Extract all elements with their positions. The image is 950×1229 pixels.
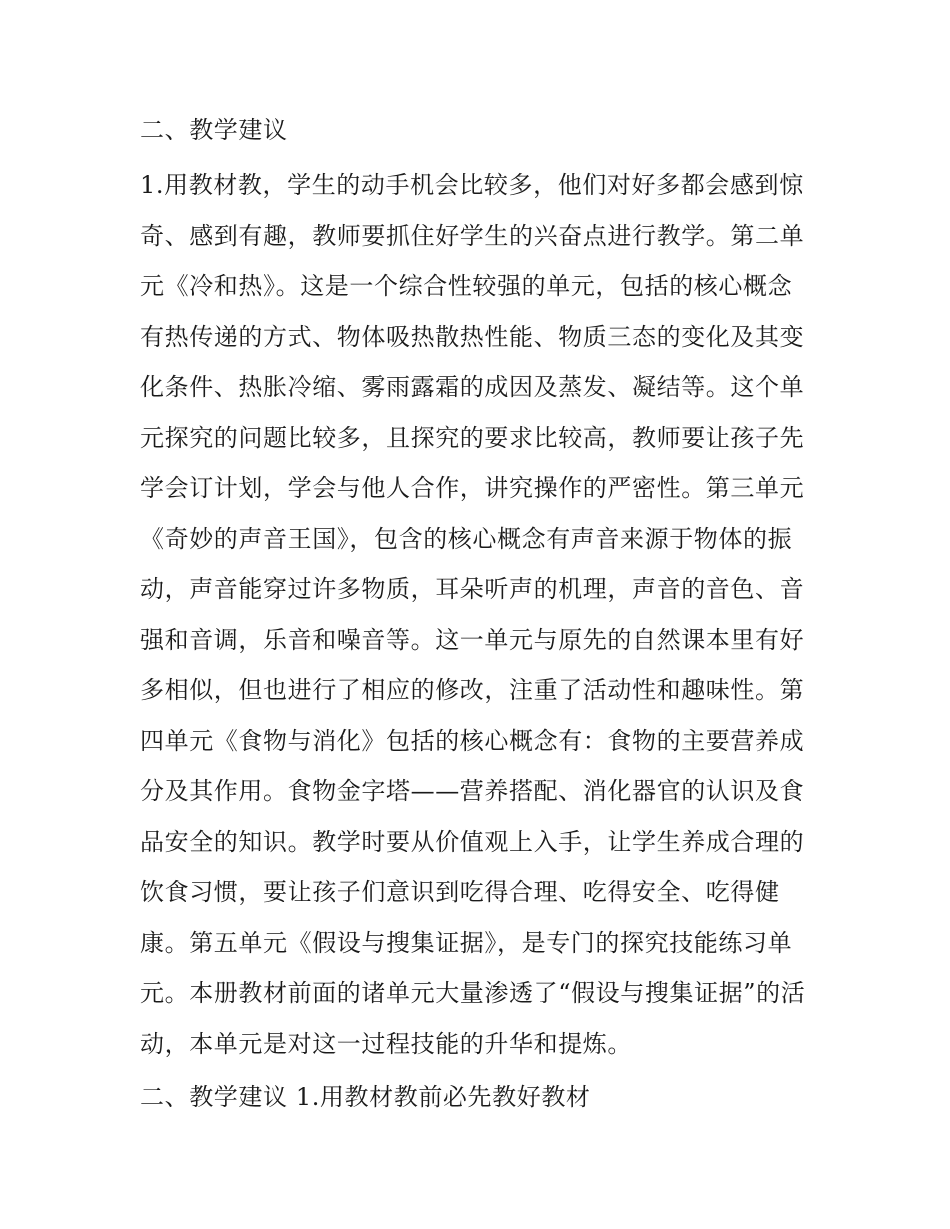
paragraph-line: 多相似，但也进行了相应的修改，注重了活动性和趣味性。第: [140, 676, 805, 704]
body-paragraph: [140, 160, 816, 1069]
paragraph-line: 分及其作用。食物金字塔——营养搭配、消化器官的认识及食: [140, 777, 805, 805]
paragraph-line: 动，声音能穿过许多物质，耳朵听声的机理，声音的音色、音: [140, 575, 805, 603]
paragraph-line: 元《冷和热》。这是一个综合性较强的单元，包括的核心概念: [140, 272, 793, 300]
paragraph-line: 化条件、热胀冷缩、雾雨露霜的成因及蒸发、凝结等。这个单: [140, 373, 805, 401]
paragraph-line: 品安全的知识。教学时要从价值观上入手，让学生养成合理的: [140, 827, 805, 856]
paragraph-line: 《奇妙的声音王国》，包含的核心概念有声音来源于物体的振: [140, 524, 793, 553]
paragraph-line: 康。第五单元《假设与搜集证据》，是专门的探究技能练习单: [140, 928, 793, 957]
paragraph-line: 元。本册教材前面的诸单元大量渗透了“假设与搜集证据”的活: [140, 979, 806, 1007]
paragraph-line: 学会订计划，学会与他人合作，讲究操作的严密性。第三单元: [140, 474, 805, 502]
paragraph-line: 饮食习惯，要让孩子们意识到吃得合理、吃得安全、吃得健: [140, 878, 780, 906]
document-body: [140, 108, 816, 1119]
closing-heading: 二、教学建议 1.用教材教前必先教好教材: [140, 1083, 591, 1111]
paragraph-line: 有热传递的方式、物体吸热散热性能、物质三态的变化及其变: [140, 322, 805, 351]
paragraph-line: 四单元《食物与消化》包括的核心概念有：食物的主要营养成: [140, 726, 805, 755]
paragraph-line: 1.用教材教，学生的动手机会比较多，他们对好多都会感到惊: [140, 171, 804, 199]
paragraph-line: 奇、感到有趣，教师要抓住好学生的兴奋点进行教学。第二单: [140, 221, 805, 250]
paragraph-line: 动，本单元是对这一过程技能的升华和提炼。: [140, 1029, 632, 1058]
paragraph-line: 元探究的问题比较多，且探究的要求比较高，教师要让孩子先: [140, 423, 805, 452]
section-heading: 二、教学建议: [140, 116, 288, 144]
paragraph-line: 强和音调，乐音和噪音等。这一单元与原先的自然课本里有好: [140, 625, 805, 654]
